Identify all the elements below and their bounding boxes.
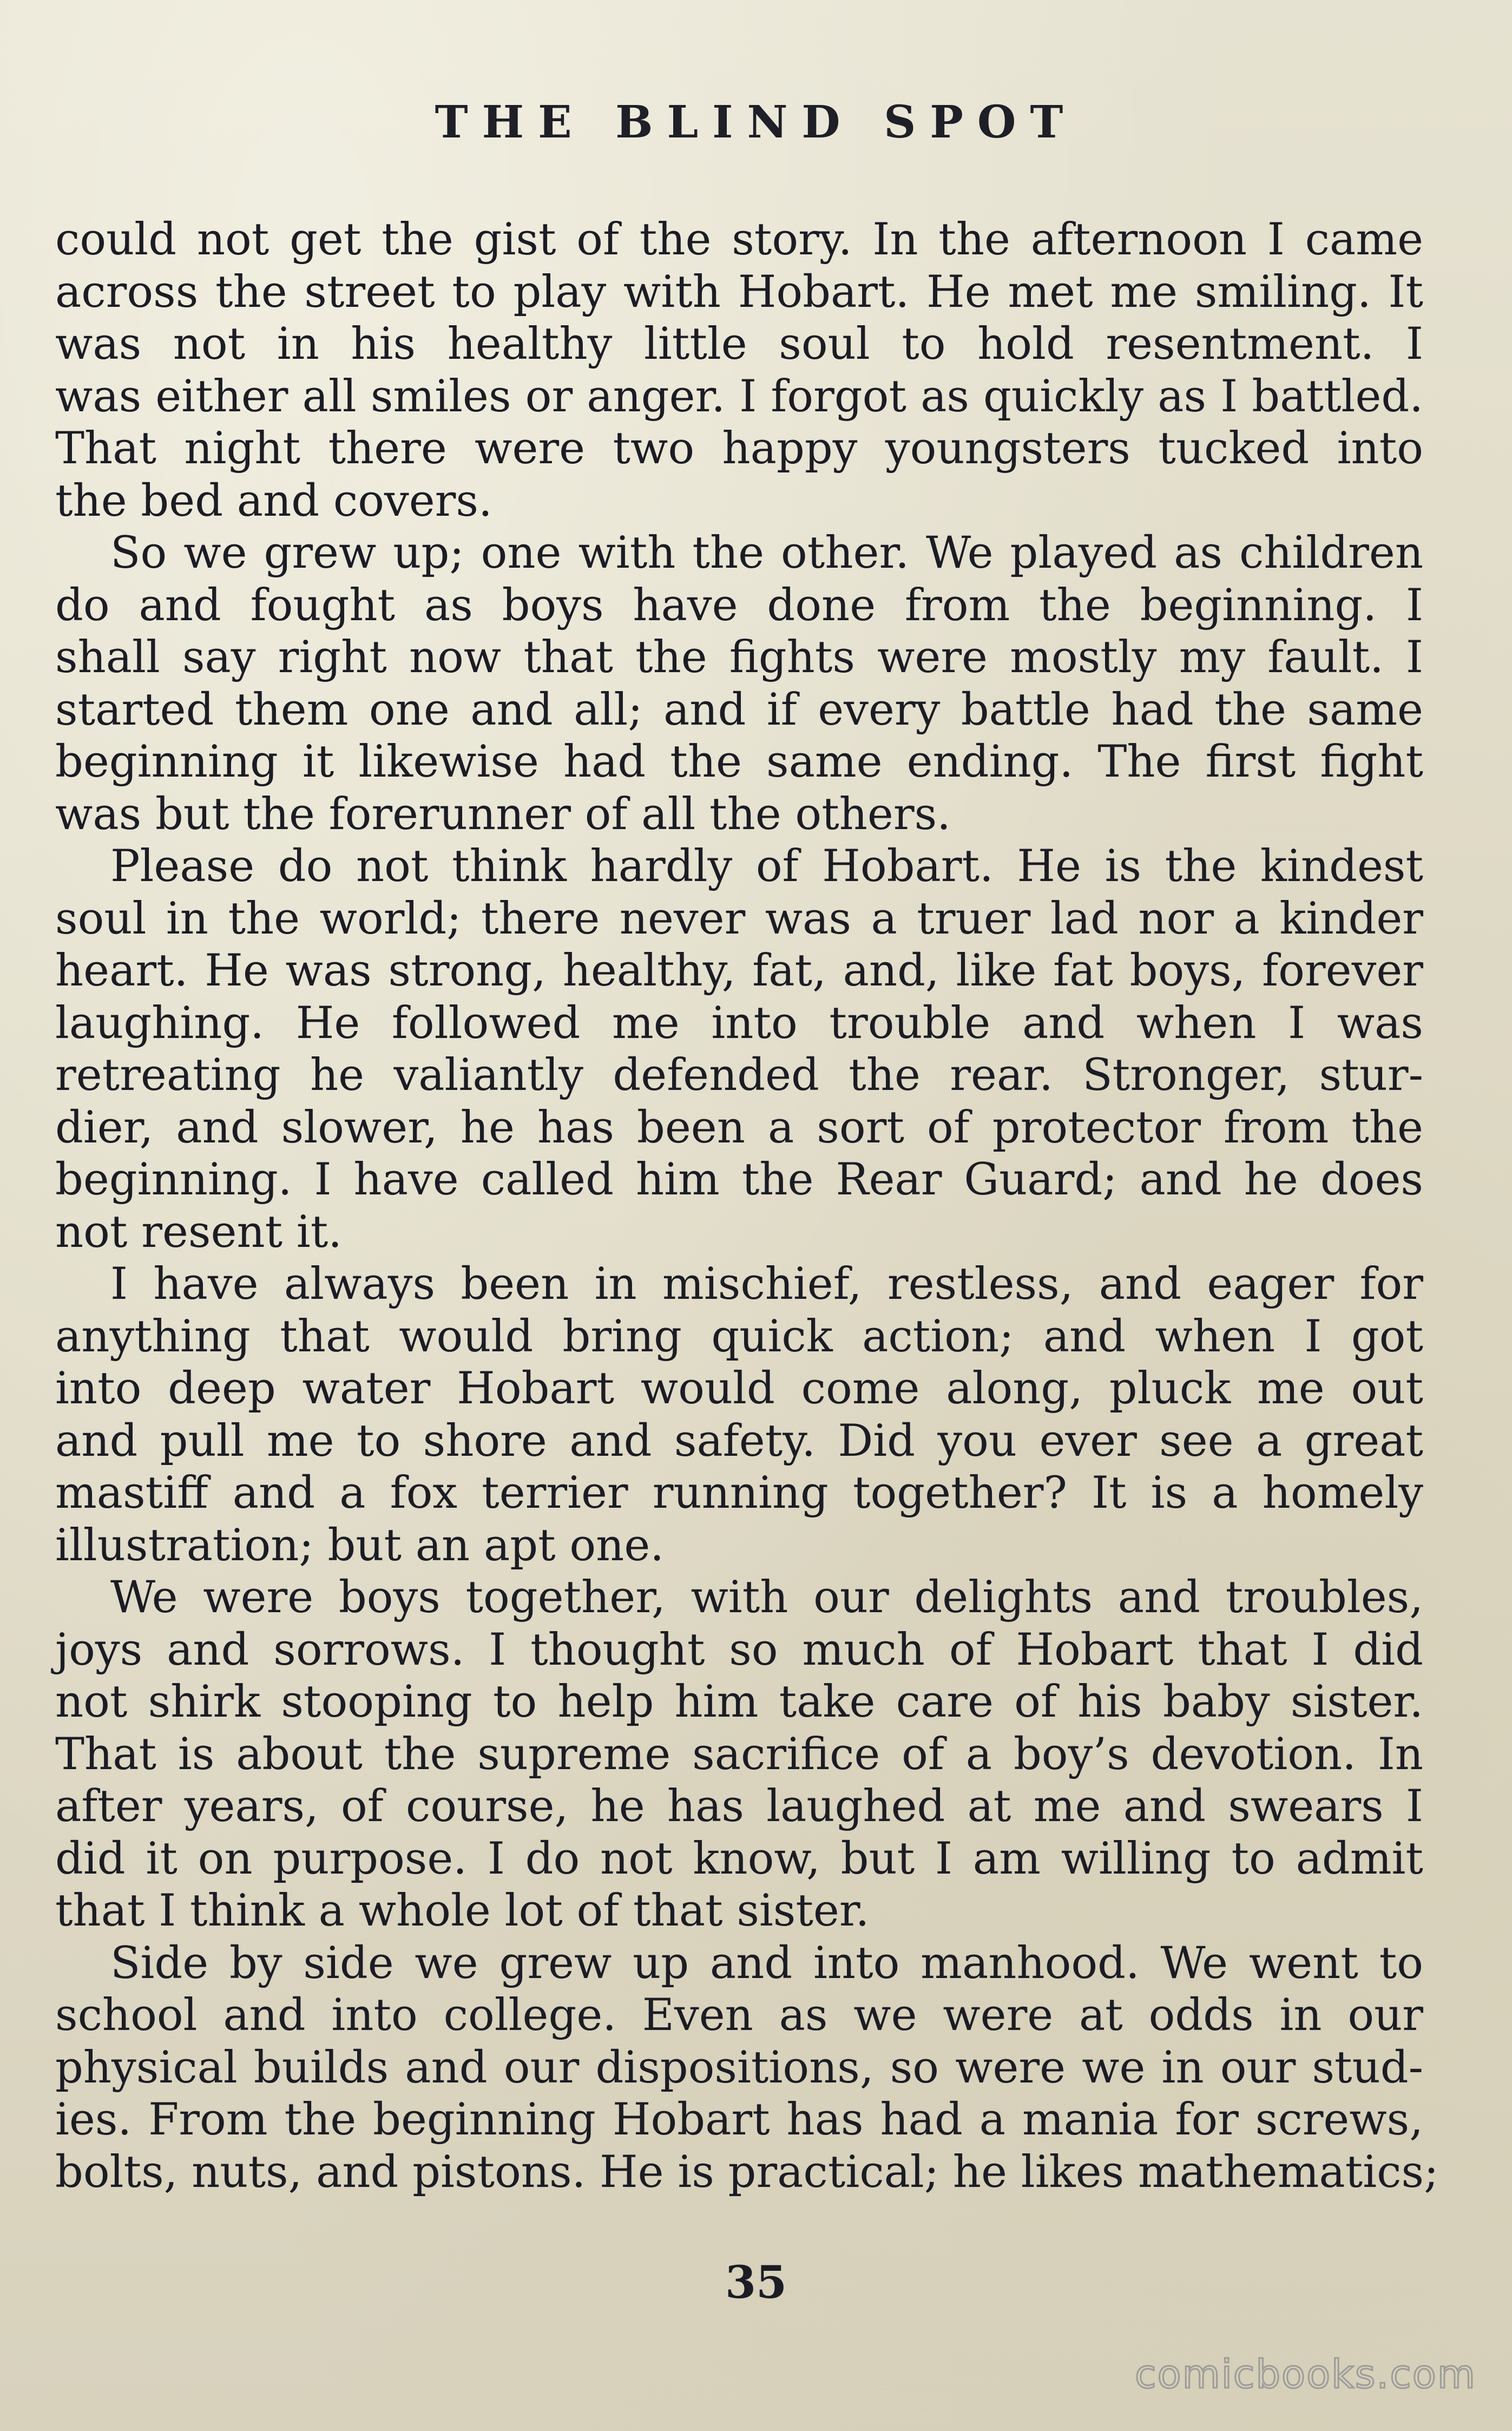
text-line: Side by side we grew up and into manhood. We went to — [110, 1937, 1423, 1989]
text-line: and pull me to shore and safety. Did you ever see a great — [55, 1415, 1423, 1467]
text-line: did it on purpose. I do not know, but I am willing to admit — [55, 1833, 1423, 1884]
text-line: could not get the gist of the story. In the afternoon I came — [55, 214, 1423, 265]
text-line: We were boys together, with our delights and troubles, — [110, 1572, 1423, 1623]
text-line: school and into college. Even as we were at odds in our — [55, 1990, 1423, 2041]
text-line: illustration; but an apt one. — [55, 1520, 665, 1571]
watermark-logo: comicbooks.com — [1134, 2351, 1476, 2397]
body-text — [55, 214, 1439, 2198]
running-head: THE BLIND SPOT — [435, 96, 1077, 148]
text-line: beginning. I have called him the Rear Guard; and he does — [55, 1154, 1423, 1205]
text-line: the bed and covers. — [55, 475, 492, 527]
paragraph — [55, 214, 1423, 527]
page-number: 35 — [725, 2257, 787, 2309]
text-line: anything that would bring quick action; and when I got — [55, 1311, 1423, 1362]
text-line: mastiff and a fox terrier running together? It is a homely — [55, 1468, 1423, 1519]
text-line: shall say right now that the fights were mostly my fault. I — [55, 632, 1423, 683]
text-line: heart. He was strong, healthy, fat, and, like fat boys, forever — [55, 945, 1423, 996]
text-line: started them one and all; and if every battle had the same — [55, 684, 1423, 735]
text-line: across the street to play with Hobart. He met me smiling. It — [55, 266, 1423, 318]
text-line: Please do not think hardly of Hobart. He is the kindest — [110, 841, 1423, 892]
text-line: That night there were two happy youngsters tucked into — [55, 423, 1423, 474]
text-line: do and fought as boys have done from the beginning. I — [55, 580, 1423, 631]
text-line: into deep water Hobart would come along, pluck me out — [55, 1363, 1423, 1414]
text-line: bolts, nuts, and pistons. He is practical; he likes mathematics; — [55, 2146, 1439, 2198]
paragraph — [55, 1258, 1423, 1572]
paragraph — [55, 1572, 1423, 1937]
text-line: I have always been in mischief, restless, and eager for — [110, 1259, 1423, 1310]
text-line: was not in his healthy little soul to hold resentment. I — [55, 319, 1423, 370]
text-line: laughing. He followed me into trouble and when I was — [55, 997, 1423, 1049]
paragraph — [55, 527, 1423, 840]
text-line: that I think a whole lot of that sister. — [55, 1885, 870, 1936]
text-line: not resent it. — [55, 1206, 343, 1258]
text-line: was but the forerunner of all the others. — [55, 789, 951, 840]
paragraph — [55, 1937, 1439, 2199]
text-line: not shirk stooping to help him take care of his baby sister. — [55, 1677, 1423, 1727]
text-line: after years, of course, he has laughed at me and swears I — [55, 1781, 1423, 1832]
text-line: So we grew up; one with the other. We played as children — [110, 528, 1423, 579]
text-line: was either all smiles or anger. I forgot as quickly as I battled. — [55, 371, 1423, 422]
paragraph — [55, 840, 1423, 1258]
text-line: retreating he valiantly defended the rear. Stronger, stur- — [55, 1050, 1423, 1101]
text-line: ies. From the beginning Hobart has had a mania for screws, — [55, 2094, 1423, 2145]
text-line: joys and sorrows. I thought so much of Hobart that I did — [55, 1624, 1423, 1676]
text-line: physical builds and our dispositions, so were we in our stud- — [55, 2042, 1423, 2093]
text-line: soul in the world; there never was a truer lad nor a kinder — [55, 893, 1423, 944]
text-line: beginning it likewise had the same ending. The first fight — [55, 737, 1423, 787]
text-line: That is about the supreme sacrifice of a boy’s devotion. In — [55, 1729, 1423, 1780]
text-line: dier, and slower, he has been a sort of protector from the — [55, 1102, 1423, 1153]
